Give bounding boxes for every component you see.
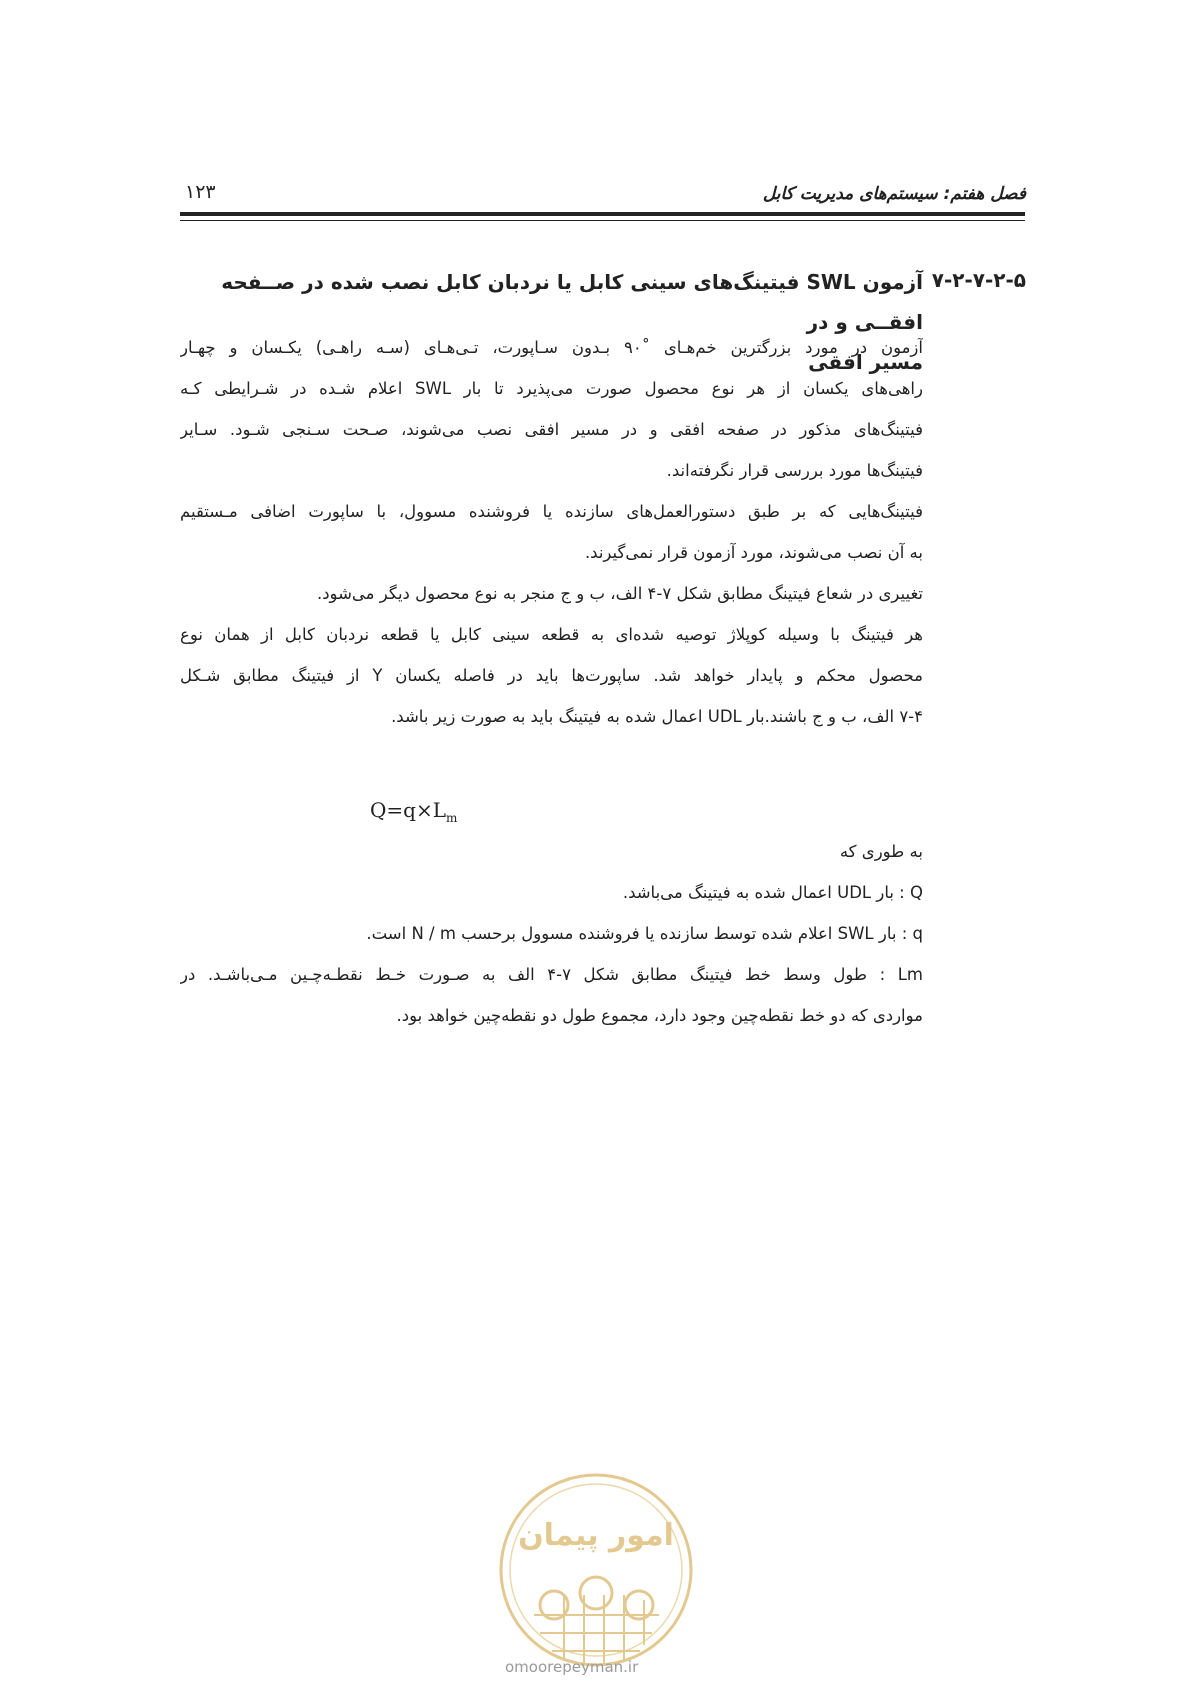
watermark-url: omoorepeyman.ir <box>505 1658 639 1676</box>
text-line: تغییری در شعاع فیتینگ مطابق شکل ۷-۴ الف، ب و ج منجر به نوع محصول دیگر می‌شود. <box>316 584 923 603</box>
watermark-logo <box>494 1465 699 1685</box>
paragraph-3 <box>180 573 923 737</box>
definition-Q: Q : بار UDL اعمال شده به فیتینگ می‌باشد. <box>622 883 923 902</box>
text-line: راهی‌های یکسان از هر نوع محصول صورت می‌پذیرد تا بار SWL اعلام شـده در شـرایطی کـه <box>180 379 923 398</box>
definition-q: q : بار SWL اعلام شده توسط سازنده یا فروشنده مسوول برحسب N / m است. <box>366 924 923 943</box>
definition-Lm: Lm : طول وسط خط فیتینگ مطابق شکل ۷-۴ الف به صـورت خـط نقطـه‌چـین مـی‌باشـد. در <box>180 965 923 984</box>
text-line: مواردی که دو خط نقطه‌چین وجود دارد، مجموع طول دو نقطه‌چین خواهد بود. <box>396 1006 923 1025</box>
header-rule-thin <box>180 220 1025 221</box>
section-number: ۷-۲-۷-۲-۵ <box>931 268 1026 292</box>
text-line: فیتینگ‌ها مورد بررسی قرار نگرفته‌اند. <box>666 461 923 480</box>
header-rule-thick <box>180 212 1025 216</box>
section-title-line-2: مسیر افقی <box>808 350 923 374</box>
text-line: فیتینگ‌های مذکور در صفحه افقی و در مسیر افقی نصب می‌شوند، صـحت سـنجی شـود. سـایر <box>180 420 923 439</box>
paragraph-2 <box>180 491 923 573</box>
formula-rhs: =q×L <box>386 798 447 822</box>
page-number: ۱۲۳ <box>185 181 216 203</box>
formula-subscript: m <box>446 811 458 825</box>
text-line <box>180 778 923 831</box>
paragraph-4 <box>180 778 923 1036</box>
text-line: به طوری که <box>839 842 923 861</box>
paragraph-1 <box>180 327 923 491</box>
chapter-title: فصل هفتم: سیستم‌های مدیریت کابل <box>762 184 1026 204</box>
formula-lhs: Q <box>370 798 387 822</box>
text-line: فیتینگ‌هایی که بر طبق دستورالعمل‌های سازنده یا فروشنده مسوول، با ساپورت اضافی مـستقیم <box>180 502 923 521</box>
text-line: ۷-۴ الف، ب و ج باشند.بار UDL اعمال شده به فیتینگ باید به صورت زیر باشد. <box>391 707 923 726</box>
section-title-line-1: آزمون SWL فیتینگ‌های سینی کابل یا نردبان کابل نصب شده در صــفحه افقــی و در <box>221 270 923 334</box>
text-line: محصول محکم و پایدار خواهد شد. ساپورت‌ها باید در فاصله یکسان Y از فیتینگ مطابق شـکل <box>180 666 923 685</box>
watermark-logo-text: امور پیمان <box>518 1518 674 1553</box>
text-line: هر فیتینگ با وسیله کوپلاژ توصیه شده‌ای به قطعه سینی کابل یا قطعه نردبان کابل از همان نوع <box>180 625 923 644</box>
text-line: آزمون در مورد بزرگترین خم‌هـای ˚۹۰ بـدون سـاپورت، تـی‌هـای (سـه راهـی) یکـسان و چهـار <box>180 338 923 357</box>
text-line: به آن نصب می‌شوند، مورد آزمون قرار نمی‌گیرند. <box>584 543 923 562</box>
